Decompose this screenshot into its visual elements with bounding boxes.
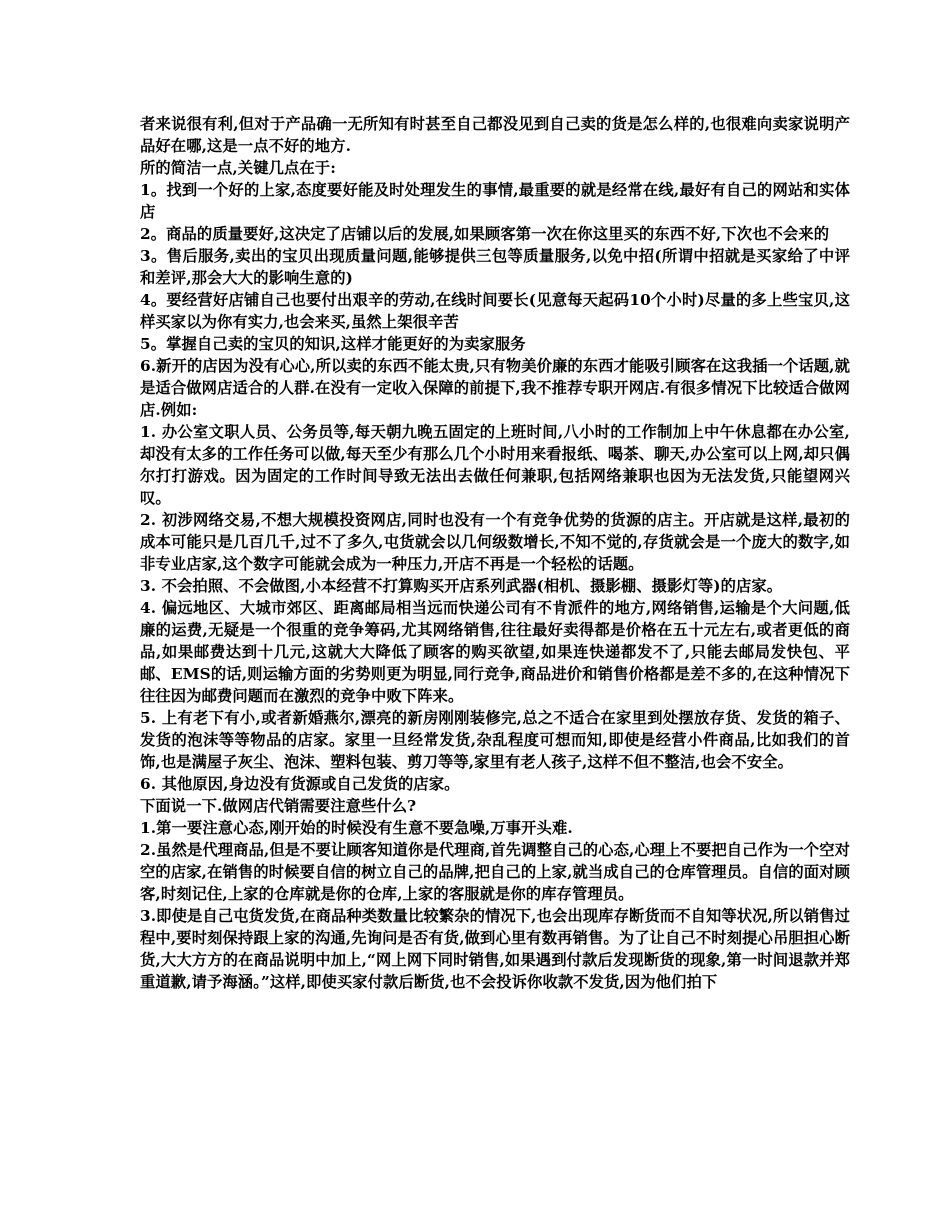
paragraph: 6.新开的店因为没有心心,所以卖的东西不能太贵,只有物美价廉的东西才能吸引顾客在这我插一个话题,就是适合做网店适合的人群.在没有一定收入保障的前提下,我不推荐专职开网店.有很多情况下比较适合做网店.例如: xyxy=(140,357,850,419)
paragraph: 4。要经营好店铺自己也要付出艰辛的劳动,在线时间要长(见意每天起码10个小时)尽量的多上些宝贝,这样买家以为你有实力,也会来买,虽然上架很辛苦 xyxy=(140,291,850,331)
paragraph: 6. 其他原因,身边没有货源或自己发货的店家。 xyxy=(140,775,460,793)
document-body xyxy=(140,113,850,993)
paragraph: 2。商品的质量要好,这决定了店铺以后的发展,如果顾客第一次在你这里买的东西不好,下次也不会来的 xyxy=(140,225,830,243)
paragraph: 2. 初涉网络交易,不想大规模投资网店,同时也没有一个有竞争优势的货源的店主。开店就是这样,最初的成本可能只是几百几千,过不了多久,屯货就会以几何级数增长,不知不觉的,存货就会是一个庞大的数字,如非专业店家,这个数字可能就会成为一种压力,开店不再是一个轻松的话题。 xyxy=(140,511,850,573)
paragraph: 1.第一要注意心态,刚开始的时候没有生意不要急噪,万事开头难. xyxy=(140,819,573,837)
paragraph: 下面说一下.做网店代销需要注意些什么? xyxy=(140,797,417,815)
paragraph: 5. 上有老下有小,或者新婚燕尔,漂亮的新房刚刚装修完,总之不适合在家里到处摆放存货、发货的箱子、发货的泡沫等等物品的店家。家里一旦经常发货,杂乱程度可想而知,即使是经营小件商品,比如我们的首饰,也是满屋子灰尘、泡沫、塑料包装、剪刀等等,家里有老人孩子,这样不但不整洁,也会不安全。 xyxy=(140,709,850,771)
paragraph: 所的简洁一点,关键几点在于: xyxy=(140,159,336,177)
paragraph: 3。售后服务,卖出的宝贝出现质量问题,能够提供三包等质量服务,以免中招(所谓中招就是买家给了中评和差评,那会大大的影响生意的) xyxy=(140,247,850,287)
paragraph: 1. 办公室文职人员、公务员等,每天朝九晚五固定的上班时间,八小时的工作制加上中午休息都在办公室,却没有太多的工作任务可以做,每天至少有那么几个小时用来看报纸、喝茶、聊天,办公室可以上网,却只偶尔打打游戏。因为固定的工作时间导致无法出去做任何兼职,包括网络兼职也因为无法发货,只能望网兴叹。 xyxy=(140,423,850,507)
paragraph: 者来说很有利,但对于产品确一无所知有时甚至自己都没见到自己卖的货是怎么样的,也很难向卖家说明产品好在哪,这是一点不好的地方. xyxy=(140,115,850,155)
paragraph: 1。找到一个好的上家,态度要好能及时处理发生的事情,最重要的就是经常在线,最好有自己的网站和实体店 xyxy=(140,181,850,221)
paragraph: 3.即使是自己屯货发货,在商品种类数量比较繁杂的情况下,也会出现库存断货而不自知等状况,所以销售过程中,要时刻保持跟上家的沟通,先询问是否有货,做到心里有数再销售。为了让自己不时刻提心吊胆担心断货,大大方方的在商品说明中加上,“网上网下同时销售,如果遇到付款后发现断货的现象,第一时间退款并郑重道歉,请予海涵。”这样,即使买家付款后断货,也不会投诉你收款不发货,因为他们拍下 xyxy=(140,907,850,991)
paragraph: 5。掌握自己卖的宝贝的知识,这样才能更好的为卖家服务 xyxy=(140,335,526,353)
paragraph: 4. 偏远地区、大城市郊区、距离邮局相当远而快递公司有不肯派件的地方,网络销售,运输是个大问题,低廉的运费,无疑是一个很重的竞争筹码,尤其网络销售,往往最好卖得都是价格在五十元左右,或者更低的商品,如果邮费达到十几元,这就大大降低了顾客的购买欲望,如果连快递都发不了,只能去邮局发快包、平邮、EMS的话,则运输方面的劣势则更为明显,同行竞争,商品进价和销售价格都是差不多的,在这种情况下往往因为邮费问题而在激烈的竞争中败下阵来。 xyxy=(140,599,850,705)
paragraph: 3. 不会拍照、不会做图,小本经营不打算购买开店系列武器(相机、摄影棚、摄影灯等)的店家。 xyxy=(140,577,783,595)
paragraph: 2.虽然是代理商品,但是不要让顾客知道你是代理商,首先调整自己的心态,心理上不要把自己作为一个空对空的店家,在销售的时候要自信的树立自己的品牌,把自己的上家,就当成自己的仓库管理员。自信的面对顾客,时刻记住,上家的仓库就是你的仓库,上家的客服就是你的库存管理员。 xyxy=(140,841,850,903)
